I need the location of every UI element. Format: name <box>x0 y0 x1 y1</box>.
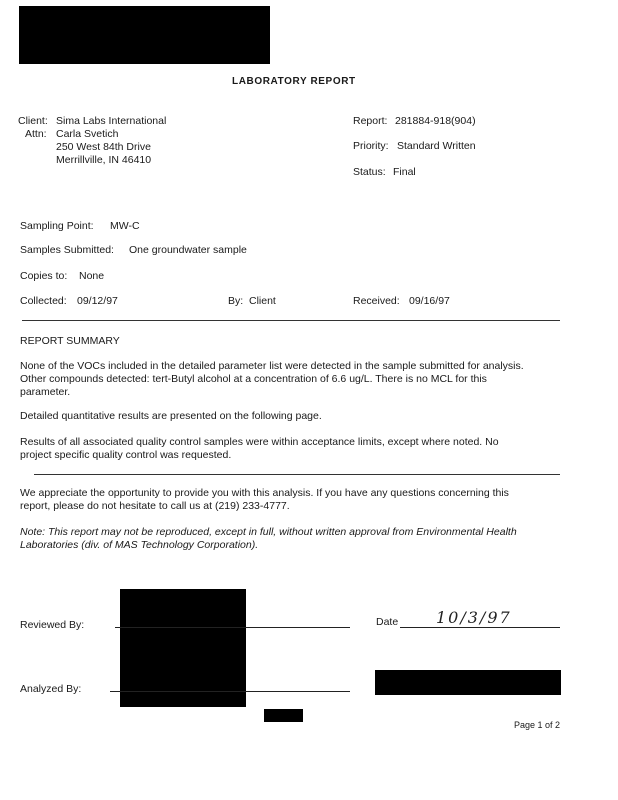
samples-submitted-label: Samples Submitted: <box>20 244 114 256</box>
client-name: Sima Labs International <box>56 115 167 127</box>
report-title: LABORATORY REPORT <box>232 76 356 87</box>
divider-top <box>22 320 560 321</box>
summary-paragraph2: Detailed quantitative results are presented on the following page. <box>20 410 322 422</box>
redacted-signature-block <box>120 589 246 707</box>
report-label: Report: <box>353 115 388 127</box>
redacted-date-block <box>375 670 561 695</box>
analyzed-signature-line <box>110 691 350 692</box>
analyzed-by-label: Analyzed By: <box>20 683 82 695</box>
note-line2: Laboratories (div. of MAS Technology Corporation). <box>20 539 259 551</box>
samples-submitted-value: One groundwater sample <box>129 244 247 256</box>
summary-heading: REPORT SUMMARY <box>20 335 120 347</box>
summary-paragraph1-line3: parameter. <box>20 386 71 398</box>
copies-to-value: None <box>79 270 105 282</box>
summary-paragraph1-line2: Other compounds detected: tert-Butyl alcohol at a concentration of 6.6 ug/L. There is no MCL for this <box>20 373 487 385</box>
priority-label: Priority: <box>353 140 389 152</box>
client-address-line1: 250 West 84th Drive <box>56 141 151 153</box>
summary-paragraph3-line1: Results of all associated quality control samples were within acceptance limits, except where noted. No <box>20 436 499 448</box>
contact-line1: We appreciate the opportunity to provide you with this analysis. If you have any questions concerning this <box>20 487 509 499</box>
client-label: Client: <box>18 115 48 127</box>
sampling-point-label: Sampling Point: <box>20 220 94 232</box>
copies-to-label: Copies to: <box>20 270 68 282</box>
date-line <box>400 627 560 628</box>
handwritten-date: 10/3/97 <box>436 608 512 627</box>
attn-label: Attn: <box>25 128 47 140</box>
status-value: Final <box>393 166 416 178</box>
divider-middle <box>34 474 560 475</box>
reviewed-signature-line <box>115 627 350 628</box>
by-label: By: <box>228 295 244 307</box>
reviewed-by-label: Reviewed By: <box>20 619 85 631</box>
priority-value: Standard Written <box>397 140 476 152</box>
collected-label: Collected: <box>20 295 67 307</box>
client-address-line2: Merrillville, IN 46410 <box>56 154 152 166</box>
summary-paragraph3-line2: project specific quality control was requested. <box>20 449 232 461</box>
redacted-logo-block <box>19 6 270 64</box>
date-label: Date <box>376 616 399 628</box>
page-number: Page 1 of 2 <box>514 720 561 730</box>
redacted-small-block <box>264 709 303 722</box>
collected-value: 09/12/97 <box>77 295 118 307</box>
note-line1: Note: This report may not be reproduced, except in full, without written approval from Environmental Health <box>20 526 517 538</box>
contact-line2: report, please do not hesitate to call us at (219) 233-4777. <box>20 500 290 512</box>
attn-name: Carla Svetich <box>56 128 119 140</box>
by-value: Client <box>249 295 276 307</box>
report-number: 281884-918(904) <box>395 115 476 127</box>
summary-paragraph1-line1: None of the VOCs included in the detailed parameter list were detected in the sample submitted for analysis. <box>20 360 524 372</box>
received-value: 09/16/97 <box>409 295 450 307</box>
received-label: Received: <box>353 295 400 307</box>
status-label: Status: <box>353 166 386 178</box>
sampling-point-value: MW-C <box>110 220 140 232</box>
